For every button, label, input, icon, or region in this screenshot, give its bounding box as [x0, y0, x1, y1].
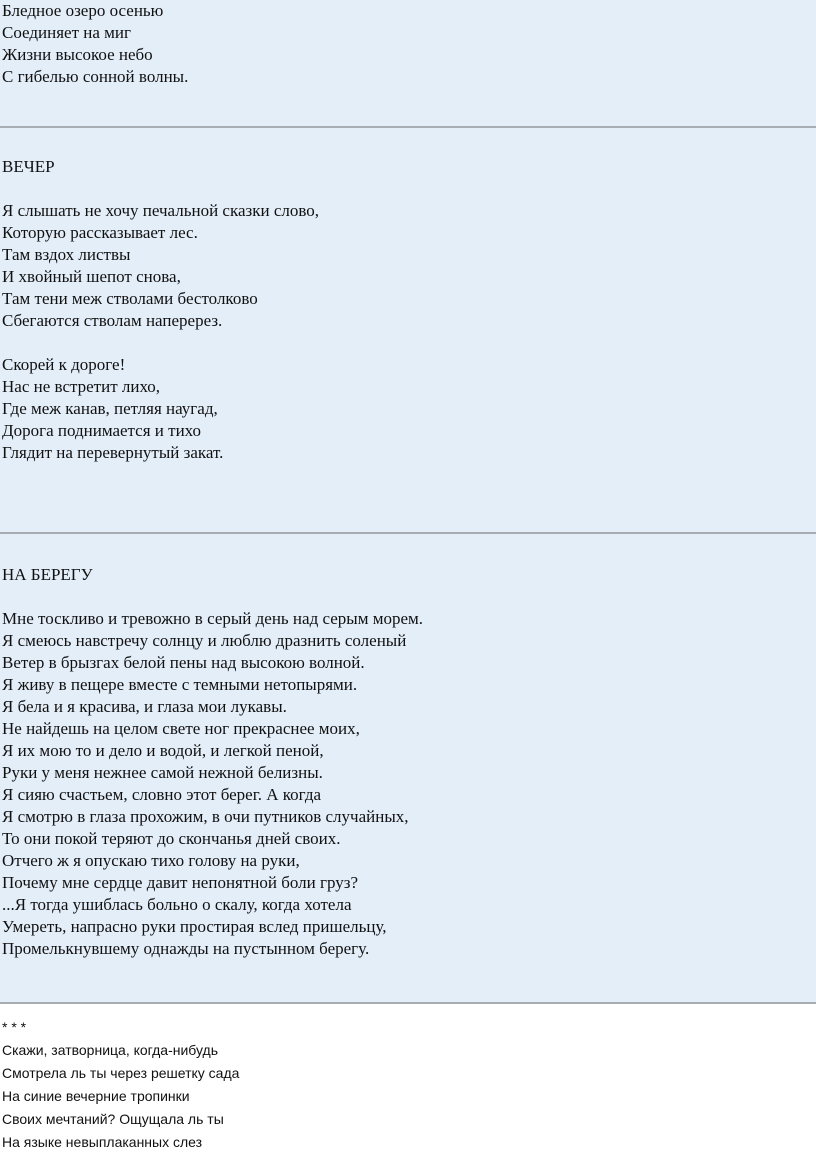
- poem-line: Бледное озеро осенью: [2, 1, 164, 20]
- poem-line: Нас не встретит лихо,: [2, 377, 161, 396]
- poem-line: И хвойный шепот снова,: [2, 267, 181, 286]
- poem-line: Умереть, напрасно руки простирая вслед пришельцу,: [2, 917, 387, 936]
- poem-line: Я живу в пещере вместе с темными нетопырями.: [2, 675, 358, 694]
- poem-line: Почему мне сердце давит непонятной боли груз?: [2, 873, 359, 892]
- poem-line: Я сияю счастьем, словно этот берег. А когда: [2, 785, 322, 804]
- poem-title: ВЕЧЕР: [2, 157, 55, 176]
- poem-line: Скажи, затворница, когда-нибудь: [2, 1042, 219, 1058]
- poem-line: Ветер в брызгах белой пены над высокою волной.: [2, 653, 365, 672]
- poem-line: Я слышать не хочу печальной сказки слово,: [2, 201, 320, 220]
- poem-line: Не найдешь на целом свете ног прекраснее моих,: [2, 719, 360, 738]
- poem-line: Дорога поднимается и тихо: [2, 421, 202, 440]
- poem-line: Скорей к дороге!: [2, 355, 126, 374]
- poem-block-vecher: [0, 128, 816, 532]
- poem-line: На синие вечерние тропинки: [2, 1088, 190, 1104]
- poem-block-1: [0, 0, 816, 126]
- poem-block-na-beregu: [0, 534, 816, 1002]
- poem-line: С гибелью сонной волны.: [2, 67, 189, 86]
- poem-line: Где меж канав, петляя наугад,: [2, 399, 218, 418]
- poem-line: То они покой теряют до скончанья дней своих.: [2, 829, 341, 848]
- poem-line: Я их мою то и дело и водой, и легкой пеной,: [2, 741, 324, 760]
- poem-line: ...Я тогда ушиблась больно о скалу, когда хотела: [2, 895, 352, 914]
- poem-line: Промелькнувшему однажды на пустынном берегу.: [2, 939, 370, 958]
- poem-line: Сбегаются стволам наперерез.: [2, 311, 223, 330]
- poem-line: Своих мечтаний? Ощущала ль ты: [2, 1111, 224, 1127]
- poem-title: НА БЕРЕГУ: [2, 565, 93, 584]
- poem-line: Там тени меж стволами бестолково: [2, 289, 258, 308]
- poem-line: Глядит на перевернутый закат.: [2, 443, 224, 462]
- poem-line: Мне тоскливо и тревожно в серый день над серым морем.: [2, 609, 424, 628]
- poem-line: Я бела и я красива, и глаза мои лукавы.: [2, 697, 287, 716]
- poem-block-stars: [0, 1004, 816, 1154]
- poem-line: Там вздох листвы: [2, 245, 131, 264]
- stanza-gap: [2, 332, 816, 354]
- poem-line: Жизни высокое небо: [2, 45, 153, 64]
- poem-line: На языке невыплаканных слез: [2, 1134, 203, 1150]
- poem-line: Я смотрю в глаза прохожим, в очи путников случайных,: [2, 807, 409, 826]
- poem-line: Соединяет на миг: [2, 23, 131, 42]
- poem-line: Я смеюсь навстречу солнцу и люблю дразнить соленый: [2, 631, 407, 650]
- poem-line: Руки у меня нежнее самой нежной белизны.: [2, 763, 323, 782]
- poem-title: * * *: [2, 1019, 27, 1035]
- poem-line: Отчего ж я опускаю тихо голову на руки,: [2, 851, 300, 870]
- poem-line: Смотрела ль ты через решетку сада: [2, 1065, 240, 1081]
- poem-line: Которую рассказывает лес.: [2, 223, 198, 242]
